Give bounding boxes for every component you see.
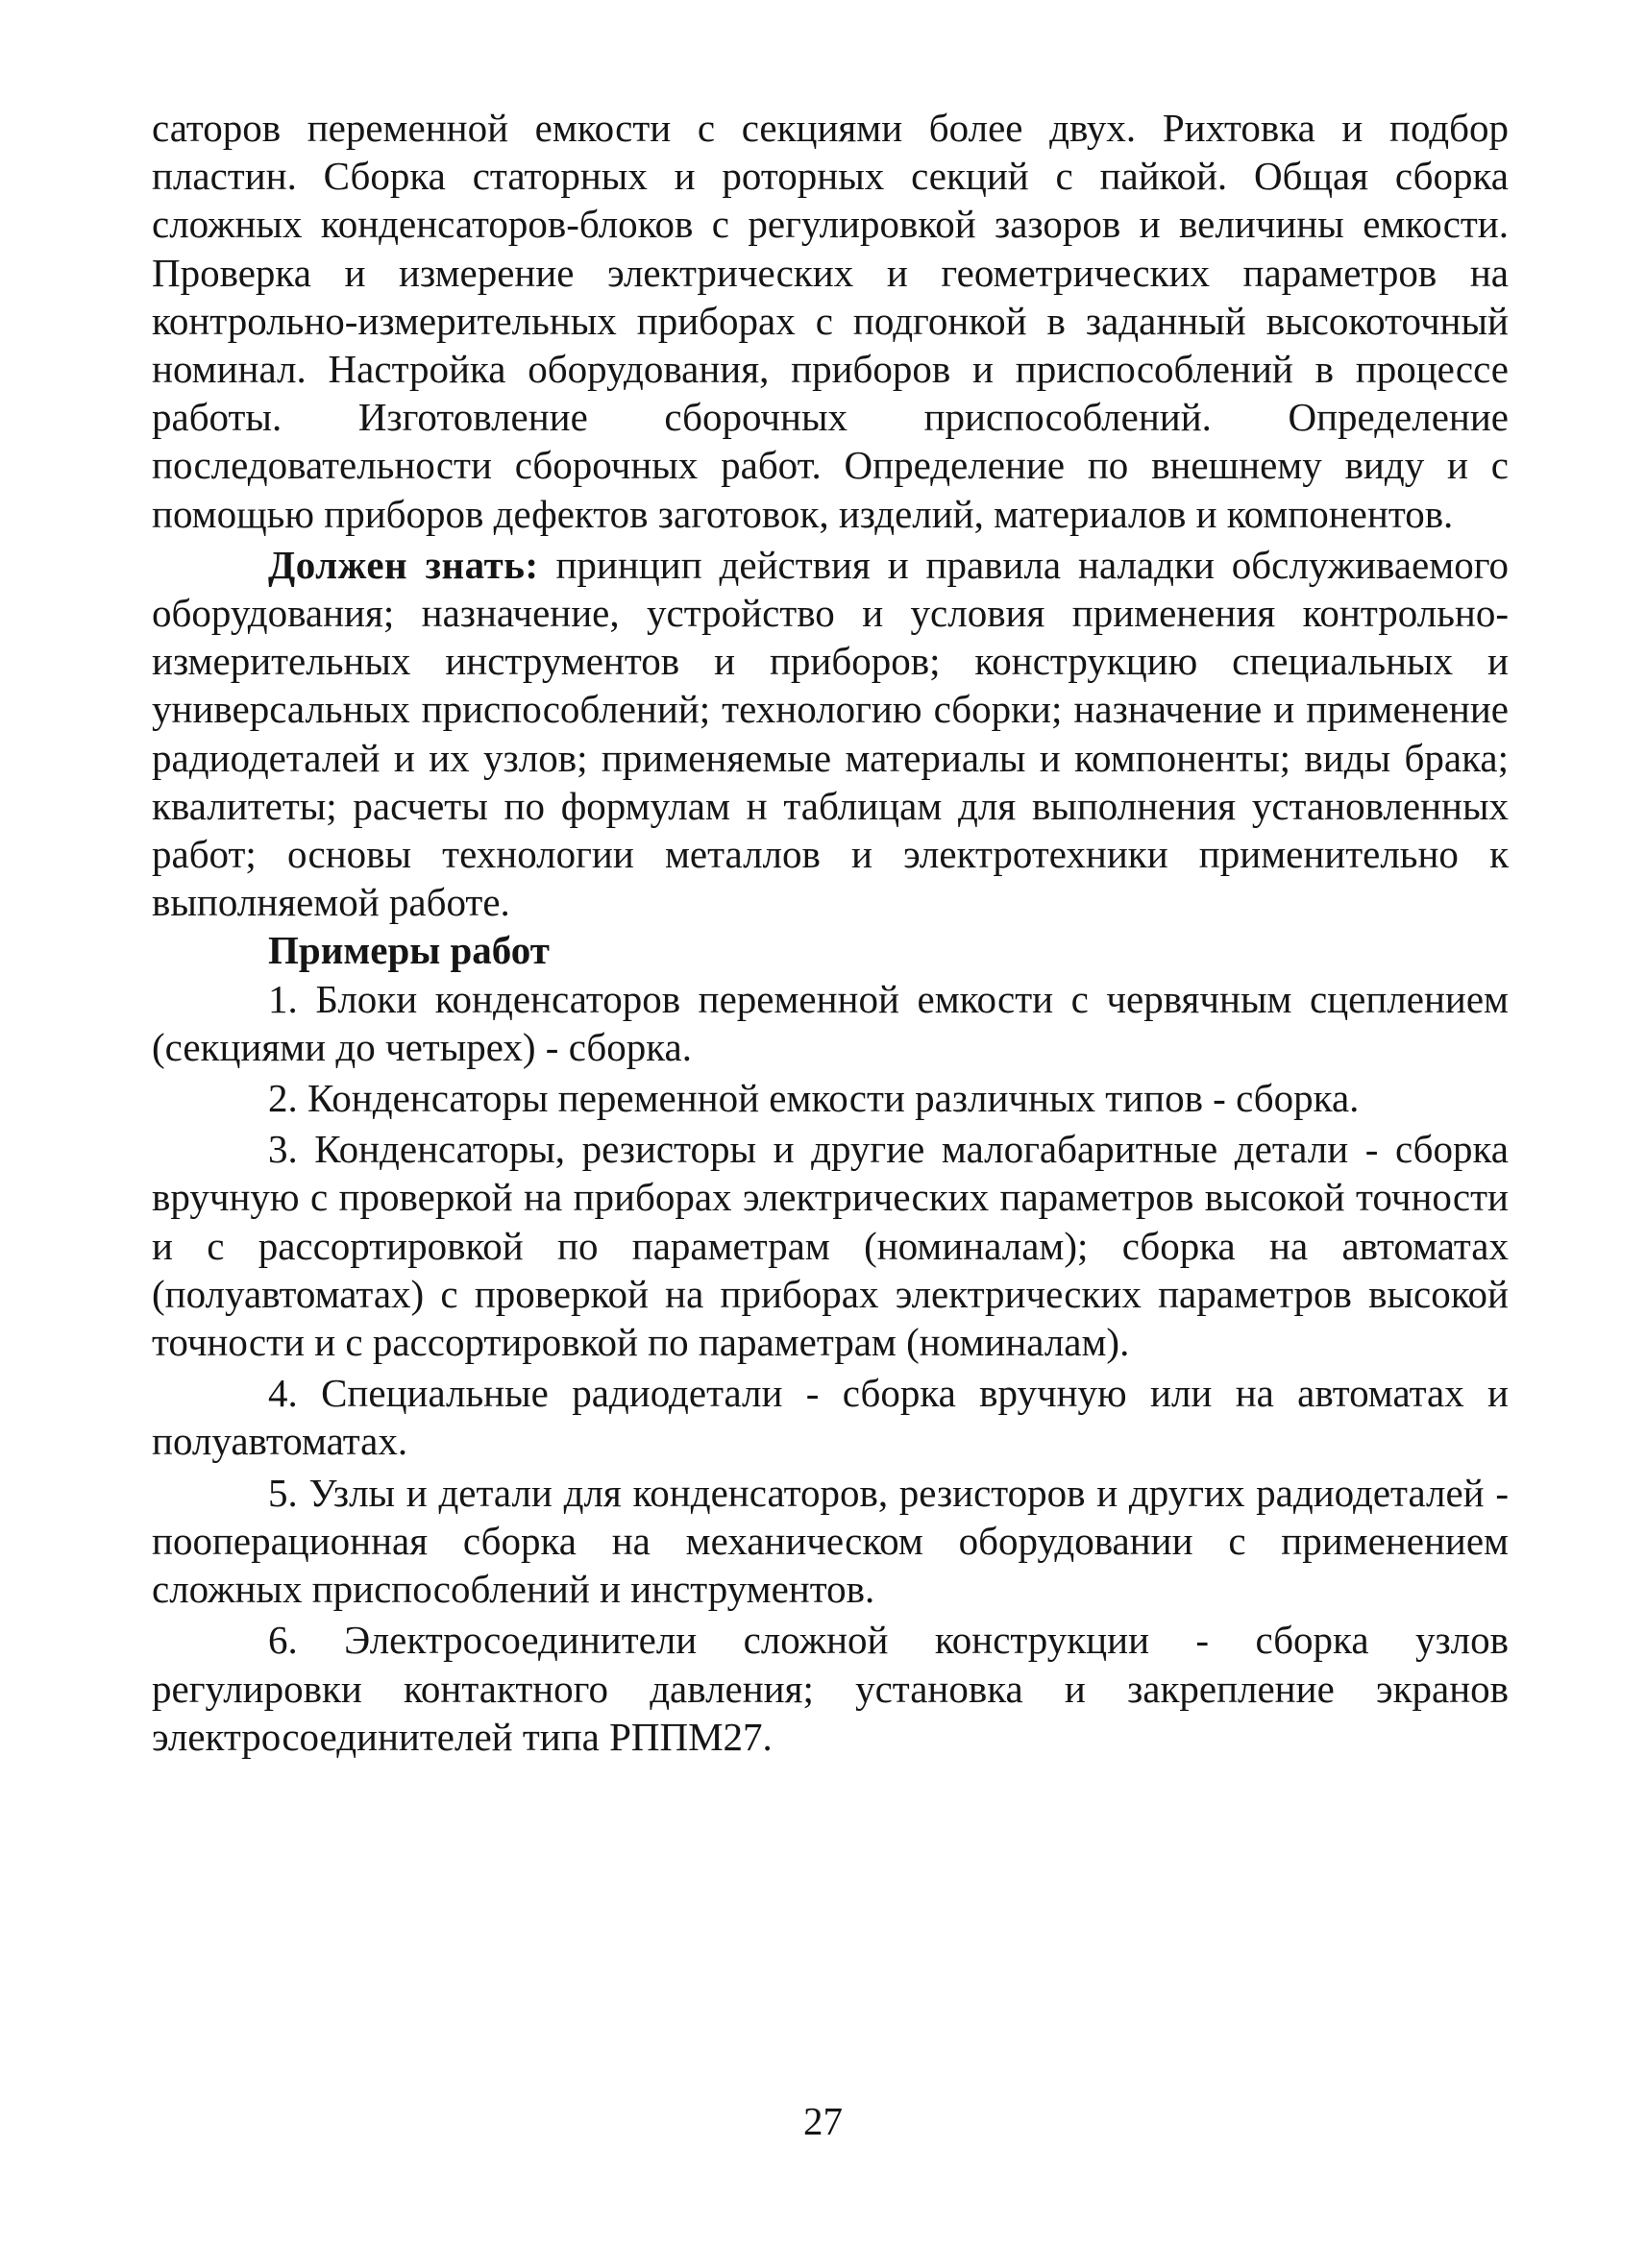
example-item-2: 2. Конденсаторы переменной емкости различных типов - сборка. (268, 1076, 1360, 1121)
page-number: 27 (803, 2099, 843, 2143)
example-item-4: 4. Специальные радиодетали - сборка вручную или на автоматах и полуавтоматах. (152, 1371, 1509, 1464)
example-item-5: 5. Узлы и детали для конденсаторов, резисторов и других радиодеталей - пооперационная сборка на механическом оборудовании с применением сложных приспособлений и инструментов. (152, 1470, 1509, 1612)
must-know-label: Должен знать: (268, 542, 539, 587)
examples-heading: Примеры работ (268, 928, 550, 973)
page-body (152, 104, 1509, 1761)
intro-paragraph: саторов переменной емкости с секциями более двух. Рихтовка и подбор пластин. Сборка статорных и роторных секций с пайкой. Общая сборка сложных конденсаторов-блоков с регулировкой зазоров и величины емкости. Проверка и измерение электрических и геометрических параметров на контрольно-измерительных приборах с подгонкой в заданный высокоточный номинал. Настройка оборудования, приборов и приспособлений в процессе работы. Изготовление сборочных приспособлений. Определение последовательности сборочных работ. Определение по внешнему виду и с помощью приборов дефектов заготовок, изделий, материалов и компонентов. (152, 106, 1509, 536)
must-know-paragraph (152, 541, 1509, 927)
example-item-6: 6. Электросоединители сложной конструкции - сборка узлов регулировки контактного давления; установка и закрепление экранов электросоединителей типа РППМ27. (152, 1618, 1509, 1759)
must-know-text: принцип действия и правила наладки обслуживаемого оборудования; назначение, устройство и условия применения контрольно-измерительных инструментов и приборов; конструкцию специальных и универсальных приспособлений; технологию сборки; назначение и применение радиодеталей и их узлов; применяемые материалы и компоненты; виды брака; квалитеты; расчеты по формулам н таблицам для выполнения установленных работ; основы технологии металлов и электротехники применительно к выполняемой работе. (152, 542, 1509, 925)
example-item-1: 1. Блоки конденсаторов переменной емкости с червячным сцеплением (секциями до четырех) - сборка. (152, 976, 1509, 1069)
example-item-3: 3. Конденсаторы, резисторы и другие малогабаритные детали - сборка вручную с проверкой на приборах электрических параметров высокой точности и с рассортировкой по параметрам (номиналам); сборка на автоматах (полуавтоматах) с проверкой на приборах электрических параметров высокой точности и с рассортировкой по параметрам (номиналам). (152, 1127, 1509, 1365)
